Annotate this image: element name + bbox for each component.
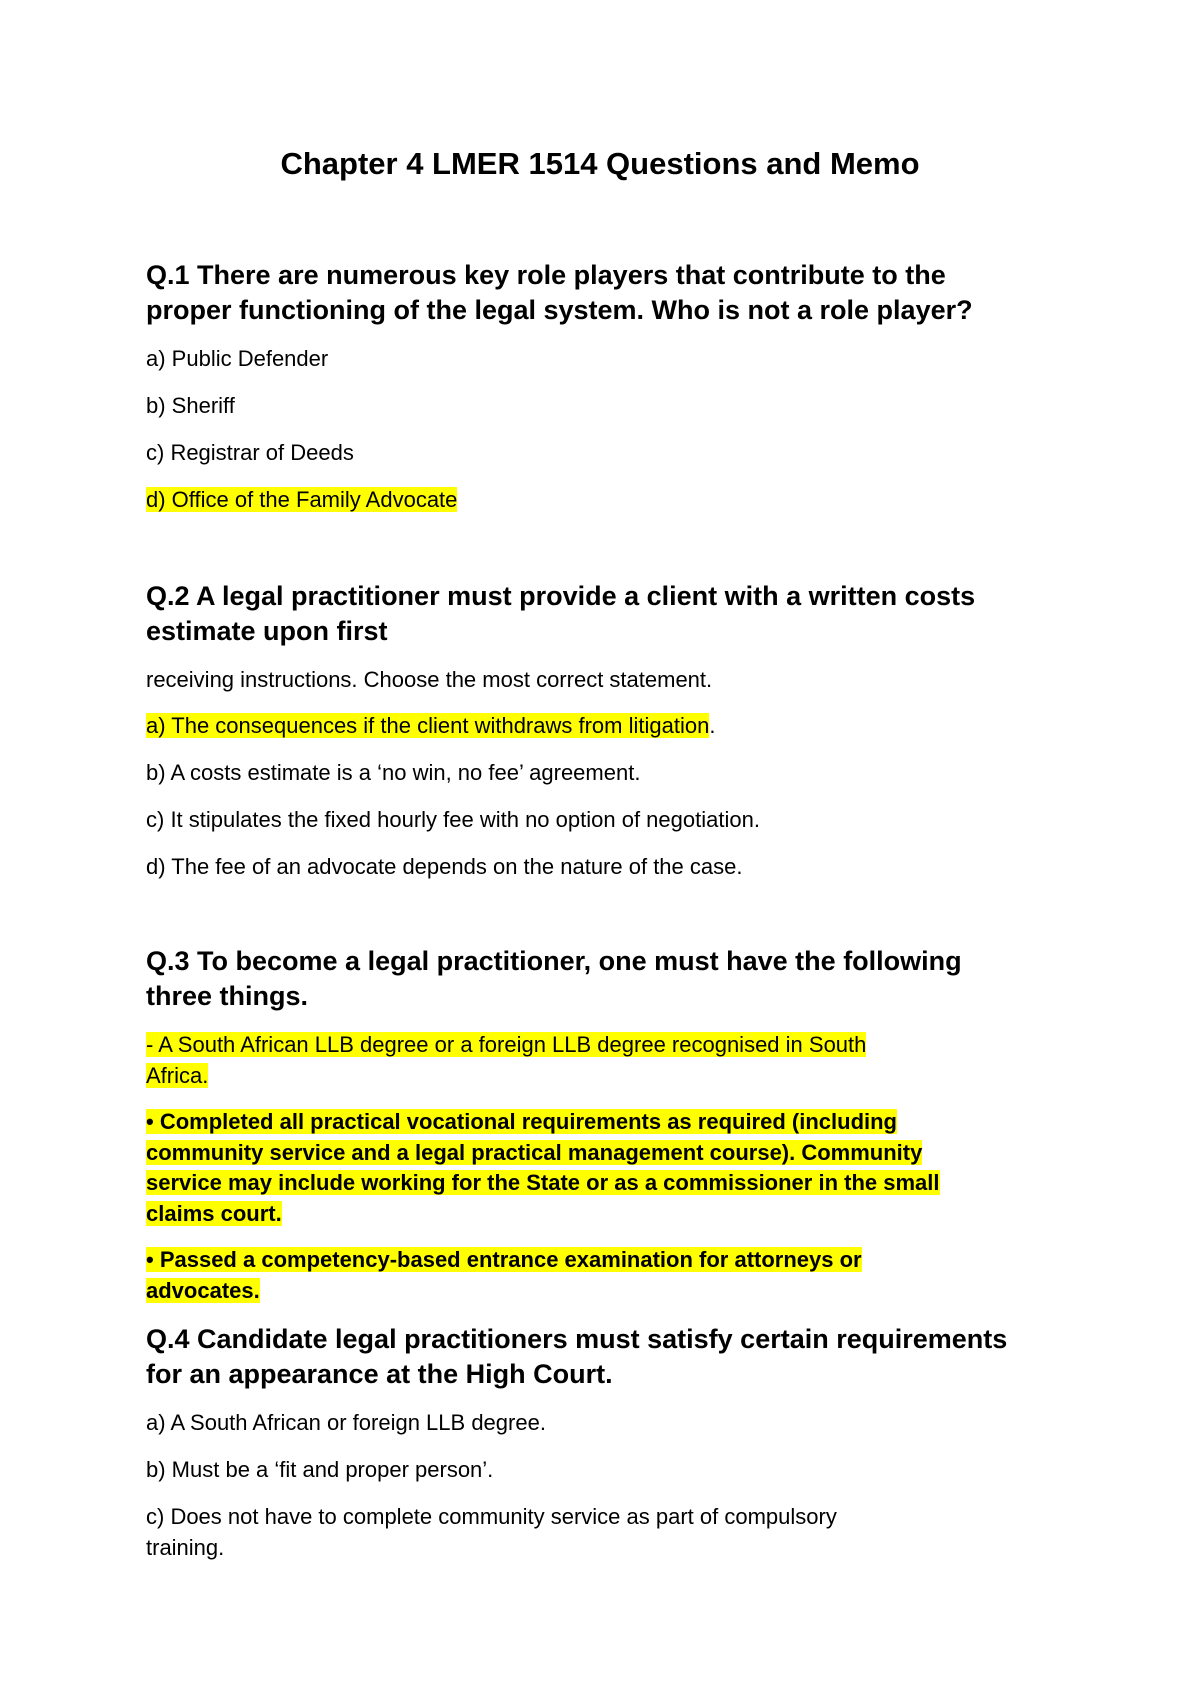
question-1-heading [146,258,1076,328]
question-3-heading [146,944,1076,1014]
question-3-line-1: Q.3 To become a legal practitioner, one must have the following [146,946,962,976]
question-2-option-d: d) The fee of an advocate depends on the nature of the case. [146,854,743,879]
question-2-option-a: a) The consequences if the client withdraws from litigation. [146,713,716,738]
question-3-line-2: three things. [146,981,309,1011]
question-2-option-b: b) A costs estimate is a ‘no win, no fee’ agreement. [146,760,641,785]
question-1-option-d [146,485,1046,515]
question-1-option-a: a) Public Defender [146,346,329,371]
page-title: Chapter 4 LMER 1514 Questions and Memo [280,146,920,181]
answer-highlight: a) The consequences if the client withdraws from litigation [146,713,710,738]
question-4-option-a: a) A South African or foreign LLB degree. [146,1410,546,1435]
question-1-option-b: b) Sheriff [146,393,235,418]
question-4-line-1: Q.4 Candidate legal practitioners must satisfy certain requirements [146,1324,1008,1354]
question-3-requirement-1: - A South African LLB degree or a foreign LLB degree recognised in South Africa. [146,1032,867,1088]
question-2-heading [146,579,1076,649]
question-2-line-2: estimate upon first [146,616,388,646]
question-4-option-c: c) Does not have to complete community service as part of compulsory training. [146,1504,837,1560]
question-4-line-2: for an appearance at the High Court. [146,1359,613,1389]
answer-highlight: d) Office of the Family Advocate [146,487,458,512]
question-2-continuation: receiving instructions. Choose the most correct statement. [146,667,713,692]
question-4-heading [146,1322,1076,1392]
question-2-option-c: c) It stipulates the fixed hourly fee with no option of negotiation. [146,807,760,832]
question-4-option-b: b) Must be a ‘fit and proper person’. [146,1457,494,1482]
question-3-requirement-2: • Completed all practical vocational requirements as required (including community service and a legal practical management course). Community service may include working for the State or as a commissioner in the small claims court. [146,1109,940,1226]
question-1-line-1: Q.1 There are numerous key role players that contribute to the [146,260,946,290]
question-1-option-c: c) Registrar of Deeds [146,440,354,465]
question-2-line-1: Q.2 A legal practitioner must provide a client with a written costs [146,581,976,611]
question-1-line-2: proper functioning of the legal system. Who is not a role player? [146,295,973,325]
question-3-requirement-3: • Passed a competency-based entrance examination for attorneys or advocates. [146,1247,862,1303]
